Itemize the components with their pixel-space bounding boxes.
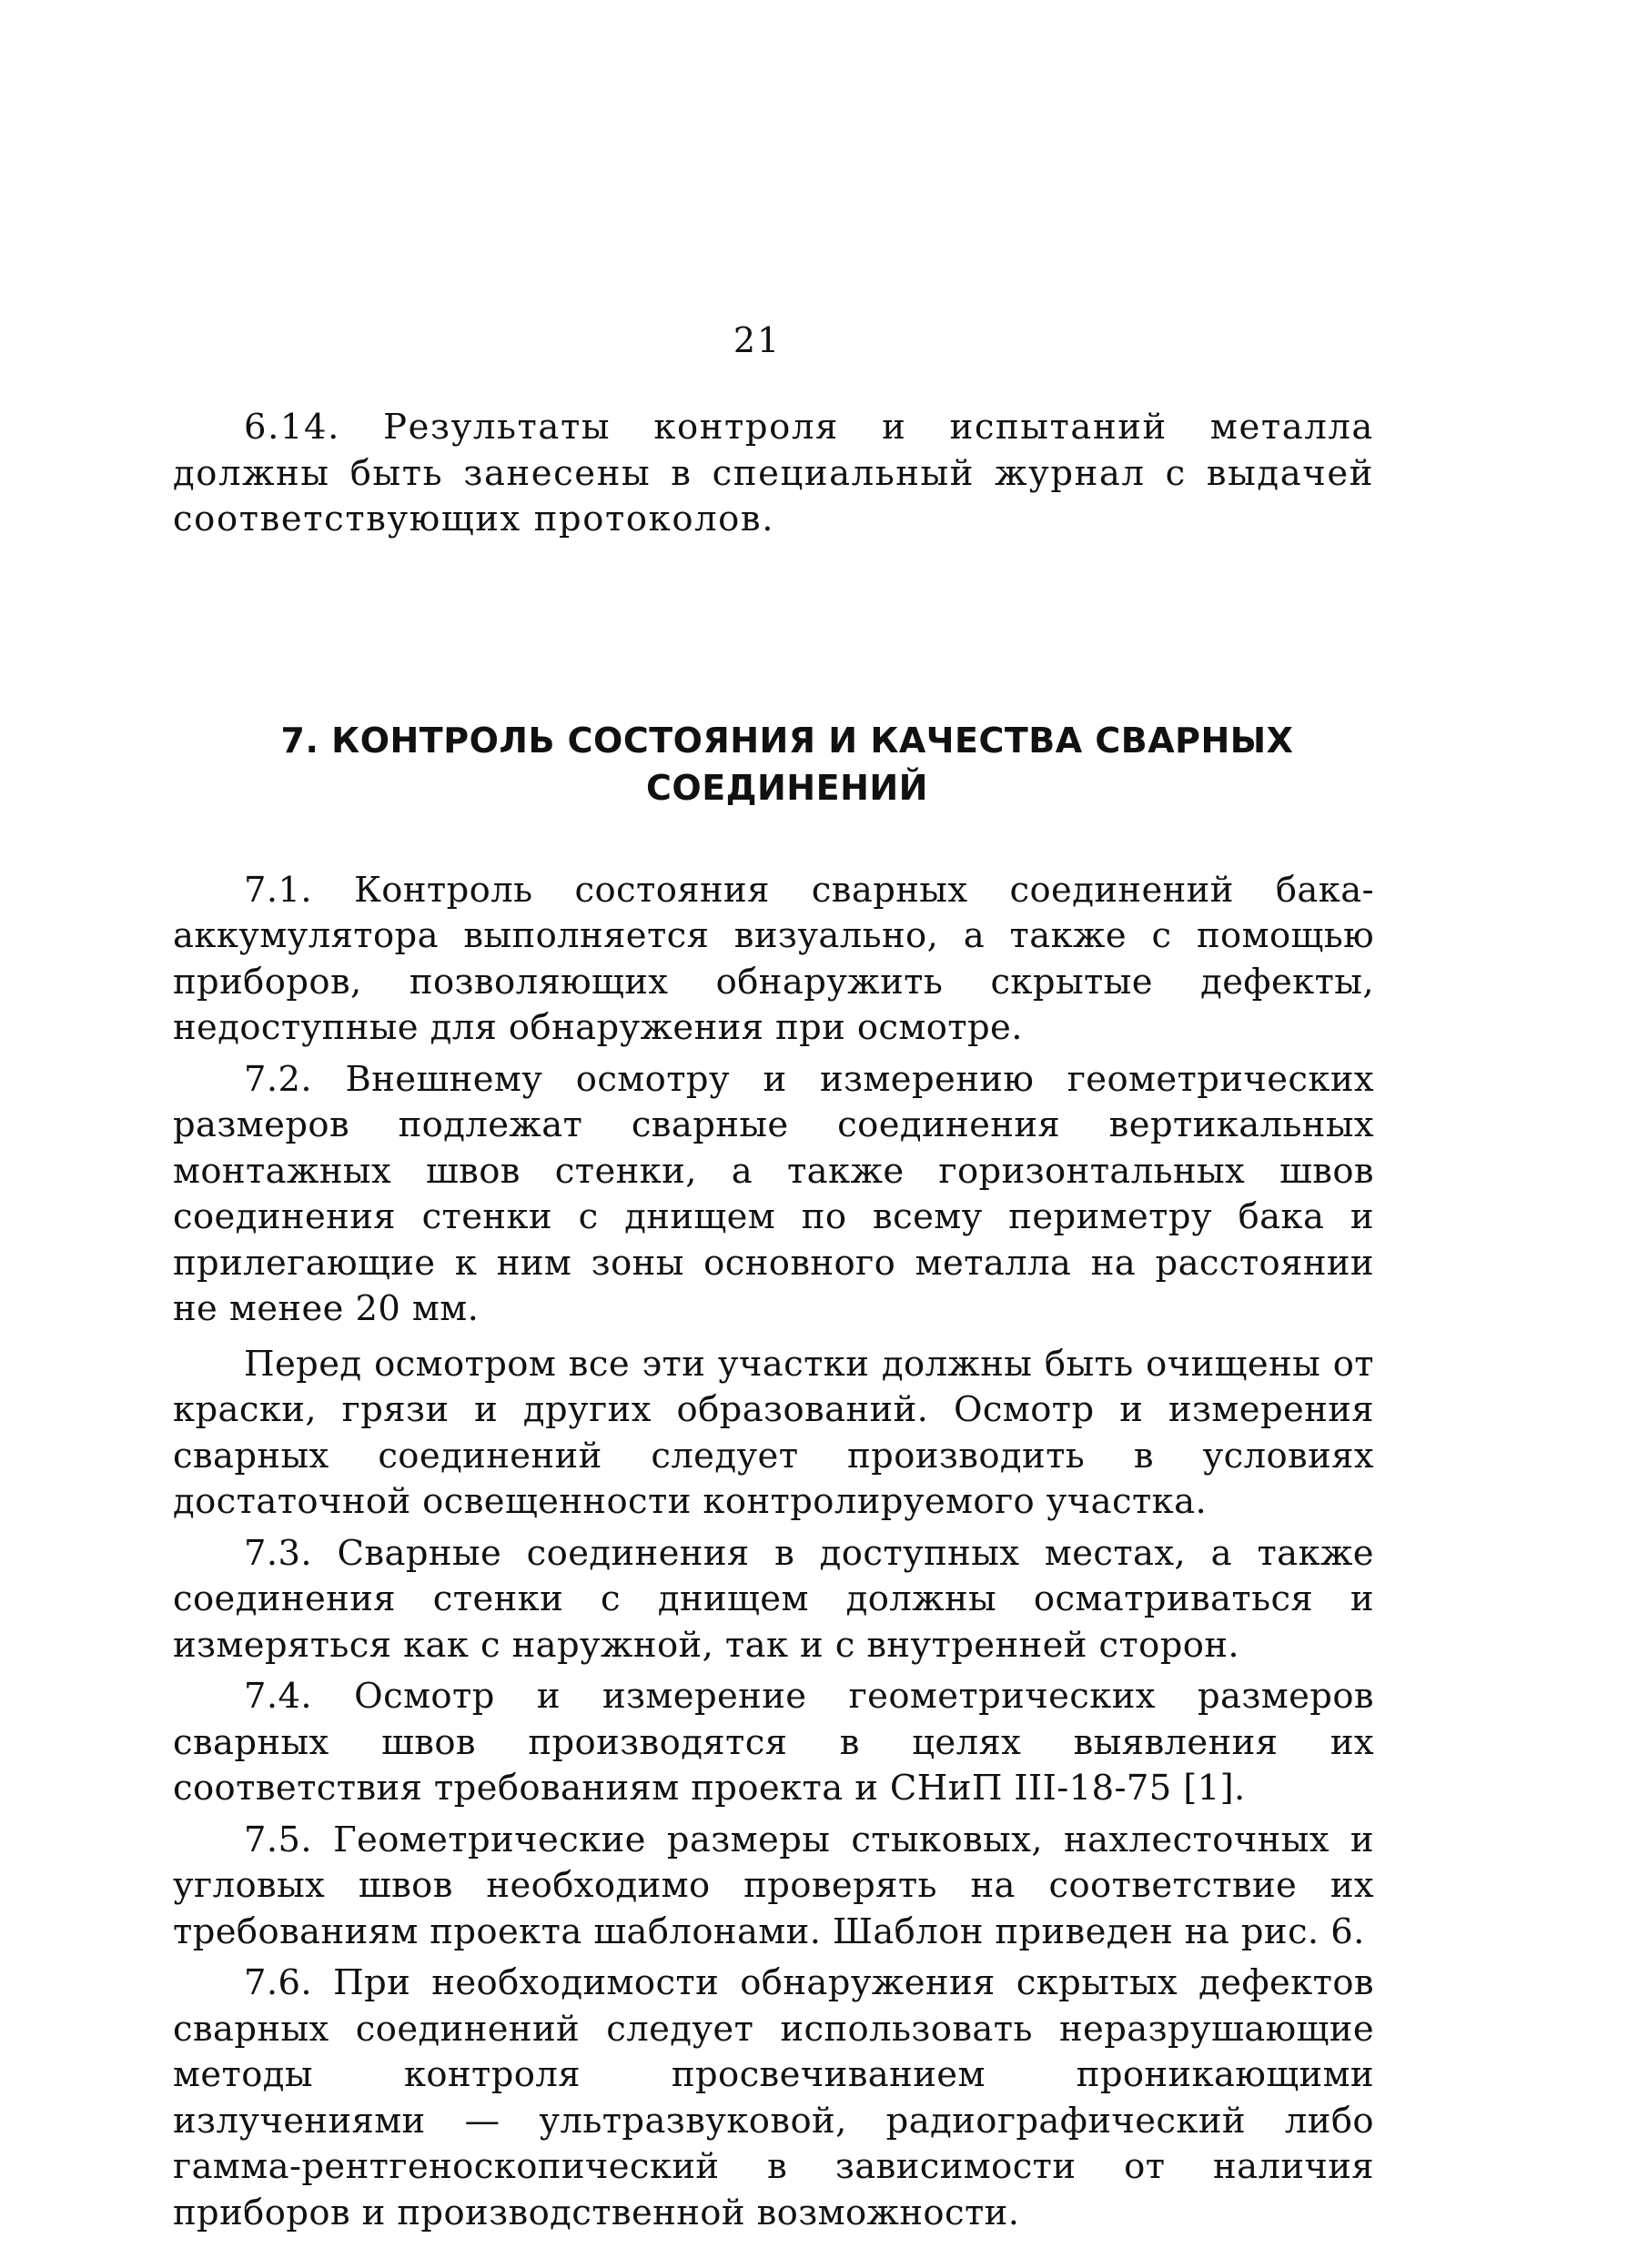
paragraph-7-2-continued: Перед осмотром все эти участки должны быть очищены от краски, грязи и других образований. Осмотр и измерения сварных соединений следует производить в условиях достаточной освещенности контролируемого участка. xyxy=(173,1343,1374,1522)
paragraph-7-6: 7.6. При необходимости обнаружения скрытых дефектов сварных соединений следует использовать неразрушающие методы контроля просвечиванием проникающими излучениями — ультразвуковой, радиографический либо гамма-рентгеноскопический в зависимости от наличия приборов и производственной возможности. xyxy=(173,1962,1374,2233)
paragraph-7-1: 7.1. Контроль состояния сварных соединений бака-аккумулятора выполняется визуально, а также с помощью приборов, позволяющих обнаружить скрытые дефекты, недоступные для обнаружения при осмотре. xyxy=(173,869,1374,1048)
section-title xyxy=(173,717,1374,811)
section-title-line-1: 7. КОНТРОЛЬ СОСТОЯНИЯ И КАЧЕСТВА СВАРНЫХ xyxy=(280,720,1294,761)
paragraph-7-2: 7.2. Внешнему осмотру и измерению геометрических размеров подлежат сварные соединения вертикальных монтажных швов стенки, а также горизонтальных швов соединения стенки с днищем по всему периметру бака и прилегающие к ним зоны основного металла на расстоянии не менее 20 мм. xyxy=(173,1058,1374,1329)
section-title-line-2: СОЕДИНЕНИЙ xyxy=(646,767,928,808)
page-number: 21 xyxy=(733,320,782,360)
paragraph-7-5: 7.5. Геометрические размеры стыковых, нахлесточных и угловых швов необходимо проверять на соответствие их требованиям проекта шаблонами. Шаблон приведен на рис. 6. xyxy=(173,1819,1374,1952)
paragraph-7-4: 7.4. Осмотр и измерение геометрических размеров сварных швов производятся в целях выявления их соответствия требованиям проекта и СНиП III-18-75 [1]. xyxy=(173,1676,1374,1809)
paragraph-6-14: 6.14. Результаты контроля и испытаний металла должны быть занесены в специальный журнал с выдачей соответствующих протоколов. xyxy=(173,407,1374,539)
page-content xyxy=(173,405,1374,2236)
paragraph-7-3: 7.3. Сварные соединения в доступных местах, а также соединения стенки с днищем должны осматриваться и измеряться как с наружной, так и с внутренней сторон. xyxy=(173,1532,1374,1666)
